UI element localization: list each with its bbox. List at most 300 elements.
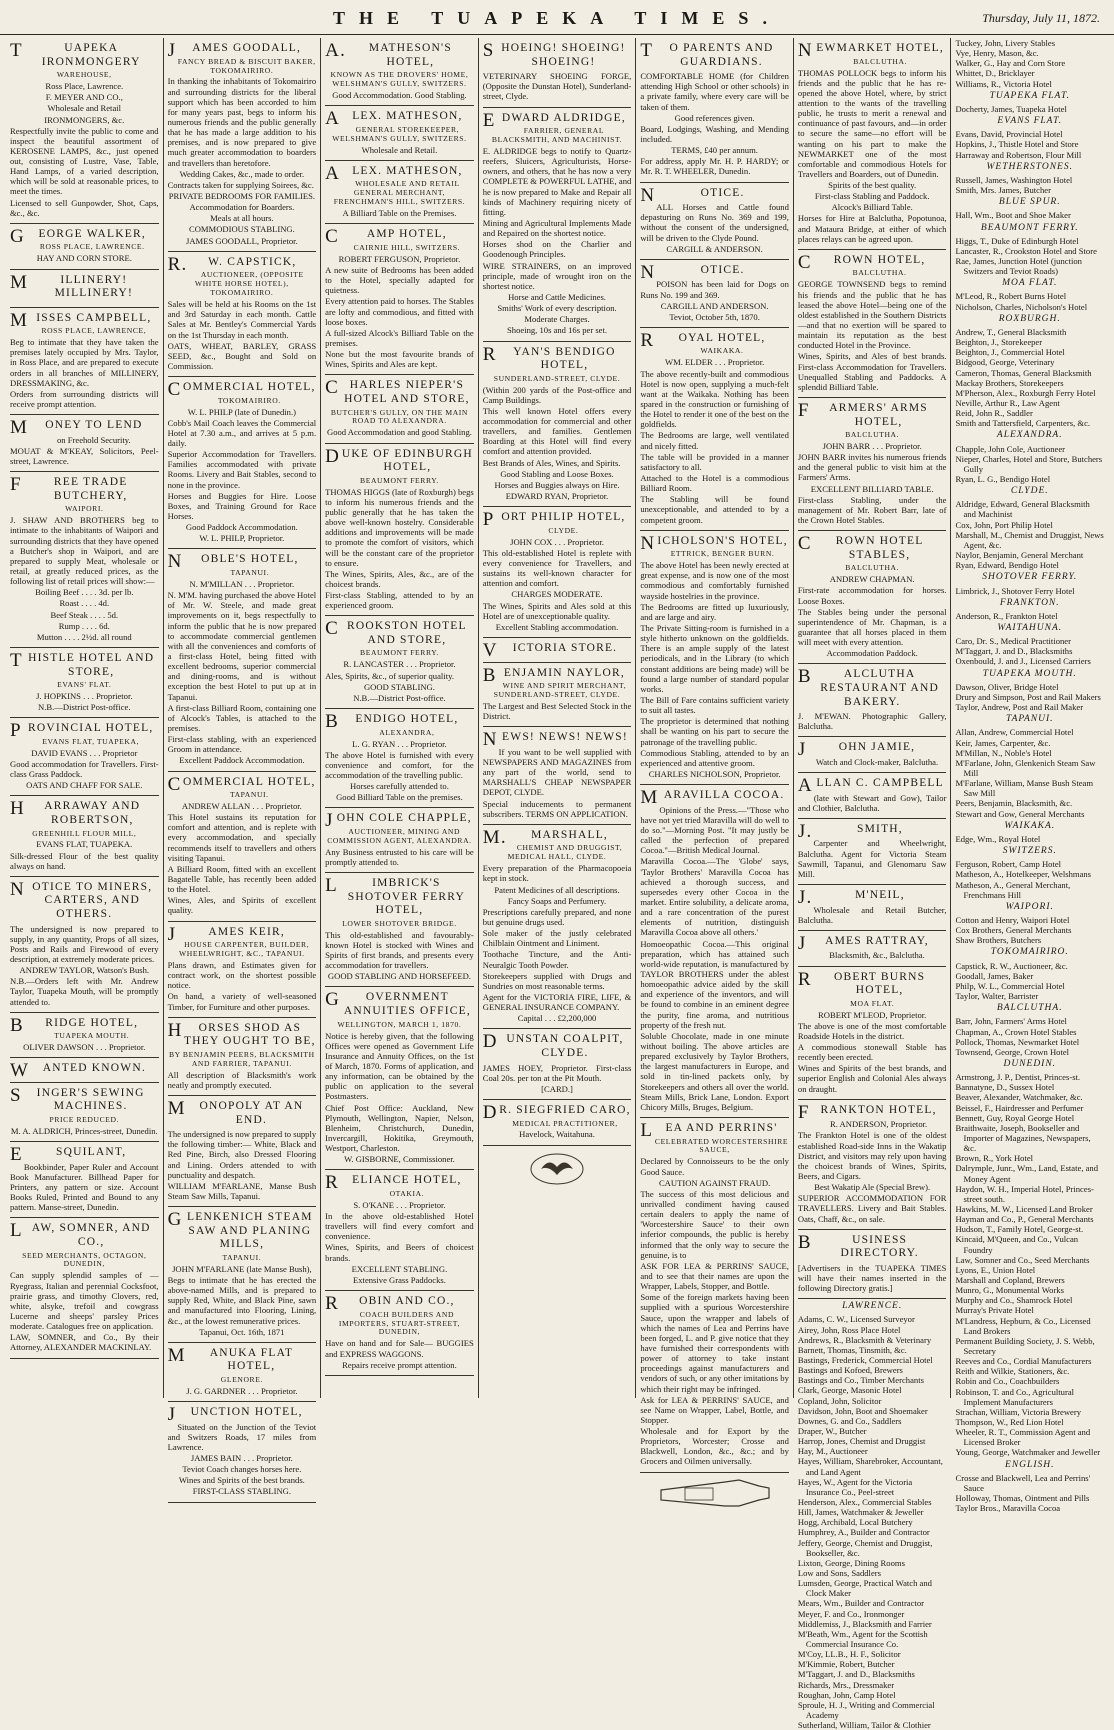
- ad-line: Chief Post Office: Auckland, New Plymouth, Wellington, Napier, Nelson, Blenheim, Christchurch, Dunedin, Invercargill, Hokitika, Greymouth, Westport, Charleston.: [325, 1102, 474, 1154]
- ad-line: Horses carefully attended to.: [350, 781, 449, 792]
- ad-heading: NOBLE'S HOTEL,: [167, 551, 299, 573]
- ad-line: Begs to intimate that he has erected the above-named Mills, and is prepared to supply Red, White, and Black Pine, sawn and manufactured into Flooring, Lining, &c., at the lowest remunerative prices.: [167, 1274, 317, 1326]
- ad-heading: CROOKSTON HOTEL AND STORE,: [325, 618, 467, 646]
- ad-line: The table will be provided in a manner satisfactory to all.: [640, 451, 789, 472]
- ad-heading: THISTLE HOTEL AND STORE,: [10, 649, 155, 678]
- ad-heading: BALCLUTHA RESTAURANT AND BAKERY.: [797, 666, 940, 708]
- directory-entry: Goodall, James, Baker: [955, 970, 1034, 981]
- ad-line: The Wines, Spirits, Ales, &c., are of the choicest brands.: [325, 568, 474, 589]
- ad-line: Shoeing, 10s and 16s per set.: [507, 325, 608, 336]
- ad-line: The Frankton Hotel is one of the oldest established Road-side Inns in the Wakatip District, and visitors may rely upon having the choicest brands of Wines, Spirits, Beers, and Cigars.: [797, 1130, 947, 1182]
- ad-heading: ALEX. MATHESON,: [325, 162, 463, 184]
- column-5-ads: [640, 38, 789, 1473]
- directory-entry: Downes, G. and Co., Saddlers: [797, 1415, 902, 1426]
- ad-heading: EDWARD ALDRIDGE,: [482, 109, 626, 131]
- ad-line: Carpenter and Wheelwright, Balclutha. Agent for Victoria Steam Sawmill, Tapanui, and Glenomaru Saw Mill.: [797, 838, 947, 879]
- column-7: [951, 38, 1108, 1514]
- ad-line: EXCELLENT STABLING.: [351, 1263, 448, 1274]
- ad-line: Wholesale and Retail Butcher, Balclutha.: [797, 904, 947, 925]
- directory-entry: Bastings, Frederick, Commercial Hotel: [797, 1355, 933, 1366]
- advertisement: [798, 398, 947, 531]
- ad-subheading: TAPANUI.: [229, 790, 269, 800]
- ad-line: OATS AND CHAFF FOR SALE.: [26, 780, 143, 791]
- directory-entry: Tuckey, John, Livery Stables: [955, 38, 1056, 48]
- ad-subheading: FARRIER, GENERAL BLACKSMITH, AND MACHINIST.: [491, 126, 623, 145]
- advertisement: [325, 709, 474, 808]
- ad-heading: MISSES CAMPBELL,: [10, 309, 152, 331]
- ad-line: GEORGE TOWNSEND begs to remind his friends and the public that he has leased the above Hotel—being one of the oldest established in the Southern Districts—and that no exertion will be spared to maintain its reputation as the best conducted Hotel in the Province.: [797, 279, 947, 351]
- ad-subheading: PRICE REDUCED.: [49, 1115, 120, 1125]
- ad-line: Toothache Tincture, and the Anti-Neuralgic Tooth Powder.: [482, 949, 632, 970]
- directory-place: EVANS FLAT.: [997, 116, 1063, 127]
- ad-line: Can supply splendid samples of — Ryegrass, Italian and perennial Cocksfoot, prairie grass, and timothy Clovers, red, white, alsyke, trefoil and cowgrass Lucerne and sheeps' parsley Prices moderate. Catalogues free on application.: [10, 1270, 159, 1332]
- directory-entry: Chapman, A., Crown Hotel Stables: [955, 1026, 1077, 1037]
- directory-entry: Hall, Wm., Boot and Shoe Maker: [955, 210, 1071, 221]
- ad-line: In the above old-established Hotel travellers will find every comfort and convenience.: [325, 1211, 474, 1242]
- directory-entry: Naylor, Benjamin, General Merchant: [955, 550, 1084, 561]
- ad-line: Good Billiard Table on the premises.: [336, 792, 463, 803]
- ad-heading: ROBIN AND CO.,: [325, 1292, 455, 1314]
- advertisement: [168, 1096, 317, 1207]
- ad-line: The above is one of the most comfortable Roadside Hotels in the district.: [797, 1020, 947, 1041]
- advertisement: [10, 718, 159, 796]
- ad-subheading: WAIPORI.: [65, 504, 104, 514]
- advertisement: [798, 967, 947, 1100]
- advertisement: [798, 773, 947, 819]
- ad-line: OATS, WHEAT, BARLEY, GRASS SEED, &c., Bought and Sold on Commission.: [167, 340, 317, 371]
- directory-entry: M'Farlane, John, Glenkenich Steam Saw Mill: [955, 757, 1096, 779]
- advertisement: [325, 375, 474, 443]
- column-1: [6, 38, 164, 1398]
- ad-line: The Bedrooms are large, well ventilated and nicely fitted.: [640, 430, 789, 451]
- ad-line: ROBERT M'LEOD, Proprietor.: [818, 1009, 927, 1020]
- directory-entry: Lancaster, R., Crookston Hotel and Store: [955, 245, 1097, 256]
- directory-entry: Matheson, A., Hotelkeeper, Welshmans: [955, 869, 1092, 880]
- directory-entry: Sproule, H. J., Writing and Commercial Academy: [797, 1699, 935, 1720]
- directory-entry: Marshall, M., Chemist and Druggist, News Agent, &c.: [955, 529, 1104, 550]
- directory-entry: Taylor, Walter, Barrister: [955, 991, 1039, 1002]
- directory-entry: Philp, W. L., Commercial Hotel: [955, 980, 1065, 991]
- advertisement: [10, 308, 159, 416]
- ad-line: Spirits of the best quality.: [828, 180, 917, 191]
- advertisement: [168, 38, 317, 252]
- directory-entry: M'Millan, N., Noble's Hotel: [955, 747, 1052, 758]
- ad-line: Ross Place, Lawrence.: [45, 81, 124, 92]
- ad-line: SUPERIOR ACCOMMODATION FOR TRAVELLERS. Livery and Bait Stables. Oats, Chaff, &c., on sale.: [797, 1193, 947, 1224]
- ad-line: Horses for Hire at Balclutha, Popotunoa, and Mataura Bridge, at either of which places relays can be agreed upon.: [797, 213, 947, 244]
- ad-subheading: EVANS' FLAT.: [57, 680, 112, 690]
- advertisement: [325, 1170, 474, 1291]
- directory-place: BEAUMONT FERRY.: [980, 222, 1079, 233]
- directory-entry: Neville, Arthur R., Law Agent: [955, 397, 1060, 408]
- directory-entry: Cox, John, Port Philip Hotel: [955, 519, 1053, 530]
- ad-line: Cobb's Mail Coach leaves the Commercial Hotel at 7.30 a.m., and arrives at 5 p.m. daily.: [167, 417, 317, 449]
- ad-heading: CHARLES NIEPER'S HOTEL AND STORE,: [325, 377, 470, 405]
- masthead: [0, 0, 1114, 35]
- ad-line: Situated on the Junction of the Teviot and Switzers Roads, 17 miles from Lawrence.: [167, 1421, 317, 1452]
- ad-line: Good Accommodation. Good Stabling.: [332, 90, 467, 101]
- ad-heading: TUAPEKA IRONMONGERY: [10, 40, 141, 68]
- advertisement: [168, 772, 317, 922]
- ad-subheading: GENERAL STOREKEEPER, WELSHMAN'S GULLY, SWITZERS.: [332, 124, 467, 143]
- issue-date: Thursday, July 11, 1872.: [982, 11, 1100, 25]
- advertisement: [10, 1218, 159, 1358]
- ad-heading: RELIANCE HOTEL,: [325, 1172, 462, 1194]
- ad-line: N. M'M. having purchased the above Hotel of Mr. W. Steele, and made great improvements on it, begs respectfully to inform the public that he is now prepared to accommodate commercial gentlemen with all the conveniences and comforts of a first-class Hotel, being fitted with excellent bedrooms, superior commercial and dining-rooms, and is without exception the best Hotel to put up at in Tapanui.: [167, 590, 317, 702]
- ad-heading: ROYAL HOTEL,: [640, 329, 766, 351]
- advertisement: [325, 106, 474, 161]
- advertisement: [168, 1018, 317, 1096]
- ad-subheading: EVANS FLAT, TUAPEKA,: [42, 736, 140, 746]
- directory-entry: Wheeler, R. T., Commission Agent and Licensed Broker: [955, 1427, 1091, 1448]
- directory-entry: Anderson, R., Frankton Hotel: [955, 610, 1058, 621]
- ad-line: Homoeopathic Cocoa.—This original preparation, which has attained such world-wide reputation, is manufactured by TAYLOR BROTHERS under the ablest homoeopathic advice aided by the skill and experience of the inventors, and will be found to combine in an eminent degree the purity, fine aroma, and nutritious property of the fresh nut.: [640, 938, 789, 1030]
- advertisement: [483, 1100, 632, 1146]
- advertisement: [325, 616, 474, 709]
- directory-place: ENGLISH.: [1005, 1459, 1055, 1470]
- advertisement: [168, 1343, 317, 1402]
- ad-heading: DUNSTAN COALPIT, CLYDE.: [482, 1031, 624, 1059]
- directory-entry: Taylor Bros., Maravilla Cocoa: [955, 1503, 1061, 1514]
- ad-heading: MONEY TO LEND: [10, 417, 143, 439]
- ad-line: First-class Stabling, attended to by an experienced groom.: [325, 590, 474, 611]
- directory-entry: Beighton, J., Commercial Hotel: [955, 347, 1065, 358]
- directory-entry: Draper, W., Butcher: [797, 1426, 867, 1437]
- directory-entry: Hayman and Co., P., General Merchants: [955, 1214, 1094, 1225]
- ad-line: Teviot Coach changes horses here.: [182, 1464, 302, 1475]
- ad-line: The Bedrooms are fitted up luxuriously, and are large and airy.: [640, 601, 789, 622]
- ad-line: WILLIAM M'FARLANE, Manse Bush Steam Saw Mills, Tapanui.: [167, 1180, 317, 1202]
- ad-line: The Bill of Fare contains sufficient variety to suit all tastes.: [640, 695, 789, 716]
- directory-entry: Chapple, John Cole, Auctioneer: [955, 443, 1066, 454]
- ad-line: [Advertisers in the TUAPEKA TIMES will have their names inserted in the following Directory gratis.]: [797, 1262, 947, 1294]
- ad-heading: LIMBRICK'S SHOTOVER FERRY HOTEL,: [325, 875, 465, 917]
- ad-line: Accommodation Paddock.: [826, 648, 918, 659]
- directory-entry: Haydon, W. H., Imperial Hotel, Princes-street south.: [955, 1183, 1094, 1204]
- ad-heading: BENDIGO HOTEL,: [325, 710, 459, 732]
- ad-line: F. MEYER AND CO.,: [45, 92, 123, 103]
- ad-line: First-class stabling, with an experienced Groom in attendance.: [167, 734, 317, 755]
- ad-line: Wholesale and Retail: [47, 103, 122, 114]
- ad-line: A full-sized Alcock's Billiard Table on the premises.: [325, 327, 474, 348]
- ad-line: Declared by Connoisseurs to be the only Good Sauce.: [640, 1156, 789, 1177]
- ad-line: W. GISBORNE, Commissioner.: [344, 1154, 455, 1165]
- directory-entry: Smith and Tattersfield, Carpenters, &c.: [955, 418, 1091, 429]
- ad-heading: COMMERCIAL HOTEL,: [167, 773, 316, 795]
- directory-place: WAIPORI.: [1005, 901, 1054, 912]
- ad-line: This Hotel sustains its reputation for comfort and attention, and is replete with every accommodation, and specially recommends itself to travellers and others visiting Tapanui.: [167, 812, 317, 863]
- ad-line: A first-class Billiard Room, containing one of Alcock's Tables, is attached to the premises.: [167, 702, 317, 733]
- ad-heading: DUKE OF EDINBURGH HOTEL,: [325, 445, 473, 474]
- ad-line: Wedding Cakes, &c., made to order.: [179, 168, 305, 179]
- ad-subheading: LOWER SHOTOVER BRIDGE.: [342, 918, 457, 928]
- ad-subheading: ALEXANDRA,: [379, 727, 435, 737]
- advertisement: [325, 38, 474, 106]
- directory-entry: Williams, R., Victoria Hotel: [955, 78, 1052, 89]
- directory-entry: Caro, Dr. S., Medical Practitioner: [955, 636, 1071, 647]
- directory-entry: Reith and Wilkie, Stationers, &c.: [955, 1366, 1070, 1377]
- advertisement: [168, 922, 317, 1018]
- directory-entry: Russell, James, Washington Hotel: [955, 174, 1073, 185]
- ad-line: Horse and Cattle Medicines.: [508, 291, 606, 302]
- ad-subheading: BALCLUTHA.: [852, 268, 907, 278]
- ad-line: FIRST-CLASS STABLING.: [192, 1486, 292, 1497]
- directory-entry: Hayes, W., Agent for the Victoria Insurance Co., Peel-street: [797, 1476, 913, 1497]
- ad-line: EXCELLENT BILLIARD TABLE.: [810, 483, 934, 494]
- ad-line: Good references given.: [674, 112, 755, 123]
- directory-entry: Harrop, Jones, Chemist and Druggist: [797, 1436, 926, 1447]
- directory-entry: Limbrick, J., Shotover Ferry Hotel: [955, 585, 1075, 596]
- ad-line: COMMODIOUS STABLING.: [188, 224, 295, 235]
- ad-subheading: KNOWN AS THE DROVERS' HOME, WELSHMAN'S GULLY, SWITZERS.: [330, 70, 469, 89]
- ad-line: The Wines, Spirits and Ales sold at this Hotel are of unexceptionable quality.: [482, 600, 632, 621]
- directory-place: SHOTOVER FERRY.: [982, 572, 1078, 583]
- directory-entry: Barr, John, Farmers' Arms Hotel: [955, 1016, 1067, 1027]
- advertisement: [640, 785, 789, 1118]
- ad-line: EDWARD RYAN, Proprietor.: [505, 491, 609, 502]
- ad-heading: TO PARENTS AND GUARDIANS.: [640, 40, 774, 68]
- advertisement: [798, 1100, 947, 1230]
- directory-entry: Bastings and Co., Timber Merchants: [797, 1375, 924, 1386]
- ad-heading: A.MATHESON'S HOTEL,: [325, 40, 452, 68]
- directory-entry: Marshall and Copland, Brewers: [955, 1275, 1065, 1285]
- ad-heading: J.SMITH,: [797, 820, 903, 842]
- directory-entry: Vye, Henry, Mason, &c.: [955, 48, 1039, 59]
- ad-line: Silk-dressed Flour of the best quality always on hand.: [10, 850, 159, 871]
- ad-heading: CROWN HOTEL,: [797, 251, 926, 273]
- ad-line: ANDREW CHAPMAN.: [829, 574, 915, 585]
- advertisement: [640, 328, 789, 531]
- ad-line: POISON has been laid for Dogs on Runs No. 199 and 369.: [640, 279, 789, 300]
- ad-line: On hand, a variety of well-seasoned Timber, for Furniture and other purposes.: [167, 991, 317, 1012]
- advertisement: [168, 377, 317, 549]
- column-3: [321, 38, 479, 1398]
- directory-entry: Law, Somner and Co., Seed Merchants: [955, 1254, 1090, 1265]
- ad-subheading: ROSS PLACE, LAWRENCE.: [39, 242, 145, 252]
- ad-line: CHARGES MODERATE.: [511, 589, 603, 600]
- ad-line: The undersigned is now prepared to supply the following timber:— White, Black and Red Pine, Birch, also Dressed Flooring and Lining. Orders attended to with punctuality and despatch.: [167, 1129, 317, 1180]
- ad-subheading: GLENORE.: [220, 1374, 263, 1384]
- ad-line: J. SHAW AND BROTHERS beg to intimate to the inhabitants of Waipori and surrounding districts that they have opened a Butcher's shop in Waipori, and are prepared to supply Meat, wholesale or retail, at greatly reduced prices, as the following list of retail prices will show:—: [10, 515, 159, 587]
- ad-line: This well known Hotel offers every accommodation for commercial and other travellers, and families. Gentlemen Boarding at this Hotel will find every comfort and attention provided.: [482, 405, 632, 457]
- ad-line: The above Hotel has been newly erected at great expense, and is now one of the most commodious and comfortably furnished wayside hostelries in the province.: [640, 560, 789, 601]
- ad-subheading: TAPANUI.: [230, 568, 270, 578]
- directory-entry: Peers, Benjamin, Blacksmith, &c.: [955, 798, 1073, 809]
- ad-line: Mutton . . . . 2½d. all round: [36, 631, 132, 642]
- directory-entry: Reid, John R., Saddler: [955, 408, 1033, 419]
- ad-line: Plans drawn, and Estimates given for contract work, on the shortest possible notice.: [167, 960, 317, 991]
- ad-line: Beef Steak . . . . 5d.: [50, 609, 119, 620]
- directory-place: TOKOMAIRIRO.: [990, 947, 1069, 958]
- ad-line: Superior Accommodation for Travellers. Families accommodated with private Rooms. Livery and Bait Stables, second to none in the province.: [167, 449, 317, 490]
- ad-line: N.B.—Orders left with Mr. Andrew Taylor, Tuapeka Mouth, will be promptly attended to.: [10, 976, 159, 1007]
- ad-heading: MARAVILLA COCOA.: [640, 787, 785, 809]
- ad-subheading: WINE AND SPIRIT MERCHANT, SUNDERLAND-STREET, CLYDE.: [493, 681, 627, 700]
- ad-heading: PROVINCIAL HOTEL,: [10, 720, 154, 742]
- ad-heading: NOTICE TO MINERS, CARTERS, AND OTHERS.: [10, 878, 153, 920]
- directory-entry: M'Landress, Hepburn, & Co., Licensed Land Brokers: [955, 1315, 1091, 1336]
- ad-line: Wines and Spirits of the best brands, and superior English and Colonial Ales always on draught.: [797, 1063, 947, 1094]
- ad-line: Orders from surrounding districts will receive prompt attention.: [10, 388, 159, 410]
- ad-line: Bookbinder, Paper Ruler and Account Book Manufacturer. Billhead Paper for Printers, any pattern or size. Account Books Ruled, Printed and Bound to any pattern. Manse-street, Dunedin.: [10, 1161, 159, 1213]
- advertisement: [798, 531, 947, 664]
- ad-subheading: WAREHOUSE,: [56, 70, 112, 80]
- ad-line: JAMES GOODALL, Proprietor.: [186, 235, 298, 246]
- advertisement: [483, 342, 632, 508]
- directory-entry: M'Farlane, William, Manse Bush Steam Saw Mill: [955, 778, 1094, 799]
- advertisement: [798, 664, 947, 737]
- ad-line: Smiths' Work of every description.: [497, 303, 617, 314]
- advertisement: [640, 1118, 789, 1473]
- directory-entry: Henderson, Alex., Commercial Stables: [797, 1497, 932, 1508]
- directory-entry: Ryan, L. G., Bendigo Hotel: [955, 473, 1051, 484]
- ad-line: JOHN COX . . . Proprietor.: [510, 536, 604, 547]
- directory-entry: Armstrong, J. P., Dentist, Princes-st.: [955, 1072, 1081, 1083]
- directory-entry: Bannatyne, D., Sussex Hotel: [955, 1082, 1055, 1093]
- ad-line: N.B.—District Post-office.: [353, 692, 446, 703]
- advertisement: [325, 1291, 474, 1376]
- ad-line: J. M'EWAN. Photographic Gallery, Balclutha.: [797, 711, 947, 732]
- directory-entry: Meyer, F. and Co., Ironmonger: [797, 1608, 905, 1619]
- directory-entry: M'Taggart, J. and D., Blacksmiths: [955, 646, 1073, 657]
- directory-entry: Hudson, T., Family Hotel, George-st.: [955, 1224, 1084, 1235]
- ad-line: Prescriptions carefully prepared, and none but genuine drugs used.: [482, 906, 632, 927]
- advertisement: [798, 250, 947, 398]
- column-4-ads: [483, 38, 632, 1146]
- directory-entry: Beaver, Alexander, Watchmaker, &c.: [955, 1092, 1083, 1103]
- directory-place: ALEXANDRA.: [996, 430, 1063, 441]
- directory-place: WAITAHUNA.: [997, 623, 1063, 633]
- ad-line: WM. ELDER . . . Proprietor.: [664, 357, 765, 368]
- directory-entry: Edge, Wm., Royal Hotel: [955, 833, 1041, 844]
- ad-heading: R.W. CAPSTICK,: [167, 253, 297, 275]
- ad-line: GOOD STABLING AND HORSEFEED.: [327, 971, 471, 982]
- ad-subheading: FANCY BREAD & BISCUIT BAKER, TOKOMAIRIRO.: [177, 56, 316, 75]
- directory-entry: Humphrey, A., Builder and Contractor: [797, 1527, 930, 1538]
- ad-line: WIRE STRAINERS, on an improved principle, made of wrought iron on the shortest notice.: [482, 260, 632, 291]
- directory-entry: M'Taggart, J. and D., Blacksmiths: [797, 1669, 915, 1680]
- advertisement: [640, 38, 789, 183]
- directory-place: DUNEDIN.: [1003, 1058, 1057, 1069]
- ad-line: Sales will be held at his Rooms on the 1st and 3rd Saturday in each month. Cattle Sales at Mr. Bentley's Commercial Yards on the 1st Thursday in each month.: [167, 299, 317, 340]
- ad-line: Maravilla Cocoa.—The 'Globe' says, 'Taylor Brothers' Maravilla Cocoa has achieved a thorough success, and supersedes every other Cocoa in the market. Entire solubility, a delicate aroma, and a rare concentration of the purest elements of nutrition, distinguish Maravilla Cocoa above all others.': [640, 856, 789, 938]
- ad-heading: HORSES SHOD AS THEY OUGHT TO BE,: [167, 1019, 316, 1048]
- advertisement: [168, 549, 317, 771]
- directory-entry: Cameron, Thomas, General Blacksmith: [955, 367, 1092, 378]
- directory-entry: Docherty, James, Tuapeka Hotel: [955, 103, 1067, 114]
- directory-entry: Harraway and Robertson, Flour Mill: [955, 149, 1082, 160]
- advertisement: [798, 885, 947, 931]
- advertisement: [168, 1402, 317, 1503]
- ad-line: Good Paddock Accommodation.: [185, 522, 298, 533]
- ad-line: CHARLES NICHOLSON, Proprietor.: [648, 769, 781, 780]
- directory-entry: Matheson, A., General Merchant, Frenchmans Hill: [955, 879, 1071, 900]
- ad-line: The success of this most delicious and unrivalled condiment having caused certain dealers to apply the name of 'Worcestershire Sauce' to their own inferior compounds, the public is hereby informed that the only way to secure the genuine, is to: [640, 1188, 789, 1260]
- ad-subheading: BEAUMONT FERRY.: [360, 648, 439, 658]
- ad-line: JOHN M'FARLANE (late Manse Bush),: [172, 1263, 312, 1274]
- ad-heading: ROBERT BURNS HOTEL,: [797, 968, 926, 997]
- ad-line: HAY AND CORN STORE.: [36, 253, 132, 264]
- ad-subheading: SUNDERLAND-STREET, CLYDE.: [493, 373, 621, 383]
- ad-subheading: AUCTIONEER, (OPPOSITE WHITE HORSE HOTEL), TOKOMAIRIRO.: [194, 270, 304, 298]
- ad-line: Wholesale and for Export by the Proprietors, Worcester; Crosse and Blackwell, London, &c., &c.; and by Grocers and Oilmen universally.: [640, 1426, 789, 1467]
- directory-entry: Hayes, William, Sharebroker, Accountant, and Land Agent: [797, 1456, 943, 1477]
- directory-place: FRANKTON.: [999, 597, 1060, 608]
- directory-entry: Rae, James, Junction Hotel (junction Switzers and Teviot Roads): [955, 255, 1082, 277]
- ad-heading: COMMERCIAL HOTEL,: [167, 379, 316, 401]
- advertisement: [483, 638, 632, 663]
- directory-entry: Holloway, Thomas, Ointment and Pills: [955, 1493, 1090, 1504]
- ad-heading: ALLAN C. CAMPBELL: [797, 775, 944, 797]
- column-4: [479, 38, 637, 1398]
- advertisement: [10, 270, 159, 308]
- directory-entry: Allan, Andrew, Commercial Hotel: [955, 727, 1074, 738]
- directory-entry: Nieper, Charles, Hotel and Store, Butchers Gully: [955, 453, 1103, 474]
- ad-line: W. L. PHILP, Proprietor.: [199, 533, 285, 544]
- directory-entry: Hogg, Archibald, Local Butchery: [797, 1517, 913, 1528]
- advertisement: [325, 444, 474, 617]
- directory-entry: Higgs, T., Duke of Edinburgh Hotel: [955, 235, 1079, 246]
- advertisement: [483, 663, 632, 728]
- ad-line: Mining and Agricultural Implements Made and Repaired on the shortest notice.: [482, 218, 632, 239]
- ad-line: Repairs receive prompt attention.: [342, 1359, 457, 1370]
- ad-line: Best Wakatip Ale (Special Brew).: [814, 1182, 931, 1193]
- ad-line: JOHN BARR invites his numerous friends and the general public to visit him at the Farmers' Arms.: [797, 452, 947, 483]
- wine-bottle-icon: [655, 1476, 775, 1516]
- ad-heading: JAMES GOODALL,: [167, 40, 302, 61]
- ad-subheading: ETTRICK, BENGER BURN.: [670, 549, 775, 559]
- directory-entry: Adams, C. W., Licensed Surveyor: [797, 1314, 915, 1325]
- ad-line: Horses and Buggies for Hire. Loose Boxes, and Training Ground for Race Horses.: [167, 490, 317, 522]
- directory-place: TUAPEKA FLAT.: [989, 90, 1070, 101]
- ad-heading: NOTICE.: [640, 184, 745, 206]
- ad-line: Tapanui, Oct. 16th, 1871: [199, 1326, 285, 1337]
- ad-heading: SINGER'S SEWING MACHINES.: [10, 1084, 145, 1113]
- directory-entry: Townsend, George, Crown Hotel: [955, 1046, 1070, 1057]
- directory-entry: Dalrymple, Junr., Wm., Land, Estate, and Money Agent: [955, 1163, 1099, 1184]
- ad-line: The proprietor is determined that nothing shall be wanting on his part to secure the patronage of the travelling public.: [640, 716, 789, 747]
- ad-line: J. G. GARDNER . . . Proprietor.: [186, 1385, 298, 1396]
- ad-line: CAUTION AGAINST FRAUD.: [658, 1177, 771, 1188]
- ad-heading: LEA AND PERRINS': [640, 1119, 778, 1141]
- advertisement: [325, 873, 474, 987]
- ad-line: Excellent Paddock Accommodation.: [179, 755, 305, 766]
- ad-line: This old-established Hotel is replete with every convenience for Travellers, and sustains its well-known character for attention and comfort.: [482, 547, 632, 589]
- directory-entry: Bidgood, George, Veterinary: [955, 357, 1055, 368]
- directory-entry: M'Kimmie, Robert, Butcher: [797, 1659, 895, 1670]
- ad-line: N.B.—District Post-office.: [38, 702, 131, 713]
- ad-subheading: CHEMIST AND DRUGGIST, MEDICAL HALL, CLYDE.: [507, 843, 623, 862]
- ad-line: Blacksmith, &c., Balclutha.: [829, 950, 925, 961]
- directory-entry: Robin and Co., Coachbuilders: [955, 1376, 1060, 1387]
- ad-line: R. ANDERSON, Proprietor.: [829, 1119, 928, 1130]
- ad-line: Agent for the VICTORIA FIRE, LIFE, & GENERAL INSURANCE COMPANY.: [482, 991, 632, 1013]
- ad-line: JOHN BARR . . . Proprietor.: [822, 441, 922, 452]
- ad-line: Storekeepers supplied with Drugs and Sundries on most reasonable terms.: [482, 970, 632, 991]
- directory-entry: Drury and Simpson, Post and Rail Makers: [955, 691, 1101, 702]
- ad-line: GOOD STABLING.: [363, 681, 435, 692]
- ad-line: JAMES HOEY, Proprietor. First-class Coal 20s. per ton at the Pit Mouth.: [482, 1062, 632, 1083]
- directory-place: SWITZERS.: [1002, 846, 1057, 857]
- directory-entry: Roughan, John, Camp Hotel: [797, 1689, 896, 1700]
- directory-entry: Hill, James, Watchmaker & Jeweller: [797, 1507, 924, 1518]
- directory-entry: M'Coy, LL.B., H. F., Solicitor: [797, 1649, 901, 1660]
- column-2: [164, 38, 322, 1497]
- directory-place: ROXBURGH.: [998, 313, 1061, 324]
- ad-subheading: MEDICAL PRACTITIONER,: [512, 1118, 618, 1128]
- advertisement: [168, 1207, 317, 1343]
- directory-place: TUAPEKA MOUTH.: [982, 668, 1077, 679]
